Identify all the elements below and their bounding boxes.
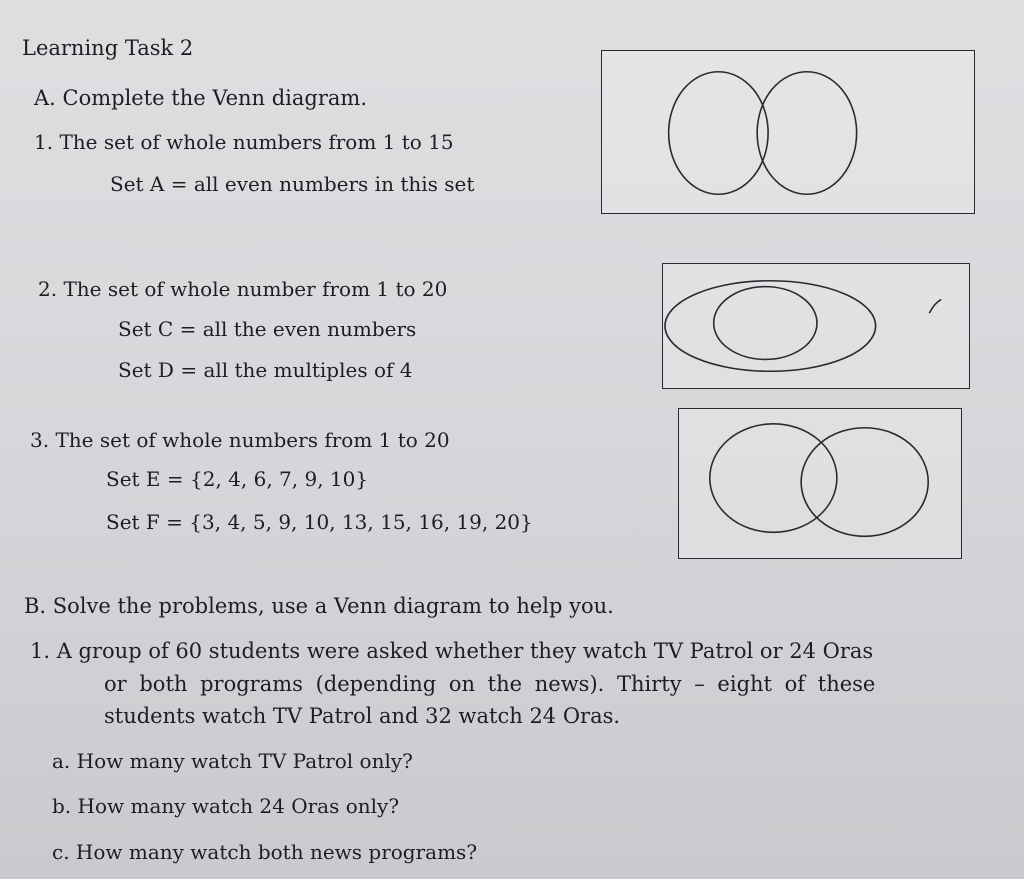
venn-2-inner-circle — [714, 287, 817, 360]
item-1-label: 1. The set of whole numbers from 1 to 15 — [34, 130, 454, 154]
item-2-label: 2. The set of whole number from 1 to 20 — [38, 277, 448, 301]
venn-2-drawing — [663, 264, 969, 388]
venn-1-right-circle — [757, 72, 856, 194]
venn-diagram-1[interactable] — [601, 50, 975, 214]
task-title: Learning Task 2 — [22, 36, 194, 60]
venn-3-drawing — [679, 409, 961, 558]
item-3-set-e: Set E = {2, 4, 6, 7, 9, 10} — [106, 467, 369, 491]
venn-3-left-circle — [710, 424, 837, 533]
item-1-set-a: Set A = all even numbers in this set — [110, 172, 475, 196]
venn-diagram-2[interactable] — [662, 263, 970, 389]
item-2-set-c: Set C = all the even numbers — [118, 317, 417, 341]
venn-3-right-circle — [801, 428, 928, 537]
venn-diagram-3[interactable] — [678, 408, 962, 559]
problem-line-1: 1. A group of 60 students were asked whether they watch TV Patrol or 24 Oras — [30, 639, 874, 663]
venn-1-left-circle — [669, 72, 768, 194]
problem-line-3: students watch TV Patrol and 32 watch 24 Oras. — [104, 704, 621, 728]
venn-2-outer-circle — [665, 281, 876, 372]
question-a: a. How many watch TV Patrol only? — [52, 749, 413, 773]
question-c: c. How many watch both news programs? — [52, 840, 478, 864]
question-b: b. How many watch 24 Oras only? — [52, 794, 400, 818]
item-2-set-d: Set D = all the multiples of 4 — [118, 358, 413, 382]
venn-1-drawing — [602, 51, 974, 213]
part-b-heading: B. Solve the problems, use a Venn diagram to help you. — [24, 594, 614, 618]
item-3-label: 3. The set of whole numbers from 1 to 20 — [30, 428, 450, 452]
part-a-heading: A. Complete the Venn diagram. — [34, 86, 367, 110]
pencil-mark — [929, 299, 941, 313]
problem-line-2: or both programs (depending on the news). Thirty – eight of these — [104, 672, 876, 696]
item-3-set-f: Set F = {3, 4, 5, 9, 10, 13, 15, 16, 19, 20} — [106, 510, 533, 534]
